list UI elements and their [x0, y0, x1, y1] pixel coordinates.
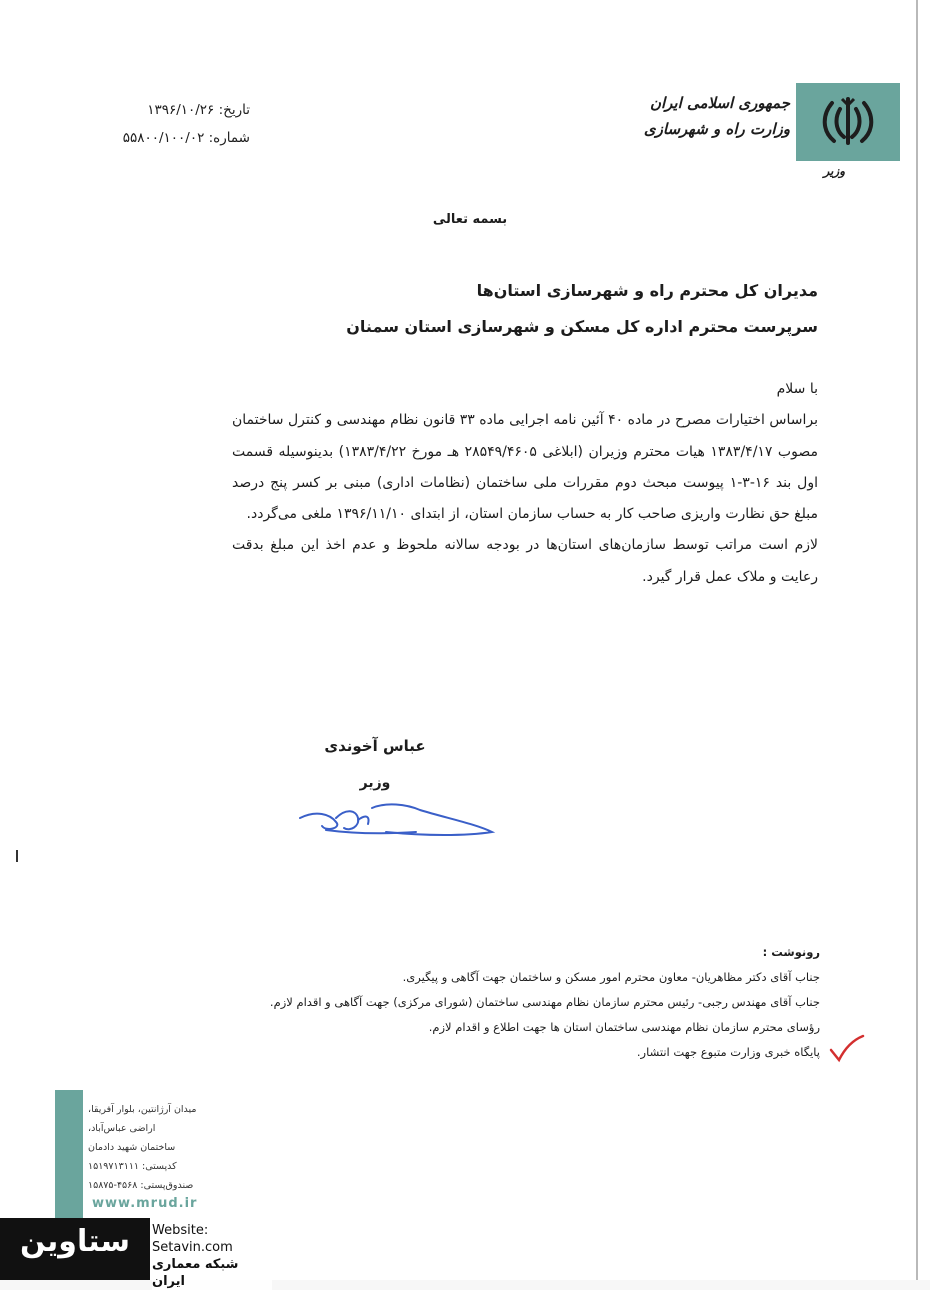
- cc-item: پایگاه خبری وزارت متبوع جهت انتشار.: [636, 1045, 820, 1059]
- cc-list: [200, 940, 820, 1065]
- bismillah: بسمه تعالی: [432, 212, 508, 227]
- footer-website[interactable]: www.mrud.ir: [92, 1196, 198, 1211]
- punch-mark: [16, 850, 18, 862]
- watermark-line-2[interactable]: Setavin.com: [152, 1240, 233, 1255]
- paragraph-2: لازم است مراتب توسط سازمان‌های استان‌ها در بودجه سالانه ملحوظ و عدم اخذ این مبلغ بدقت رعایت و ملاک عمل قرار گیرد.: [232, 537, 818, 585]
- letter-number: شماره: ۵۵۸۰۰/۱۰۰/۰۲: [122, 130, 250, 146]
- cc-item: جناب آقای مهندس رجبی- رئیس محترم سازمان نظام مهندسی ساختمان (شورای مرکزی) جهت آگاهی و اقدام لازم.: [269, 995, 820, 1009]
- watermark-line-1: Website:: [152, 1223, 209, 1238]
- minister-tag: وزیر: [823, 164, 845, 178]
- org-name: [640, 90, 790, 142]
- postal-code: کدپستی: ۱۵۱۹۷۱۳۱۱۱: [88, 1161, 177, 1172]
- addressee: [300, 273, 818, 345]
- signatory-title: وزیر: [359, 775, 391, 791]
- cc-title: رونوشت :: [762, 945, 820, 959]
- address-line-1: میدان آرژانتین، بلوار آفریقا،: [88, 1104, 197, 1115]
- cc-item: رؤسای محترم سازمان نظام مهندسی ساختمان استان ها جهت اطلاع و اقدام لازم.: [428, 1020, 820, 1034]
- addressee-line-2: سرپرست محترم اداره کل مسکن و شهرسازی استان سمنان: [346, 317, 818, 336]
- watermark-line-3: شبکه معماری ایران: [152, 1257, 239, 1289]
- addressee-line-1: مدیران کل محترم راه و شهرسازی استان‌ها: [476, 281, 818, 300]
- org-line-1: جمهوری اسلامی ایران: [649, 94, 790, 112]
- emblem-box: [796, 83, 900, 161]
- signatory-name: عباس آخوندی: [324, 737, 426, 755]
- greeting: با سلام: [776, 381, 818, 397]
- address-line-2: اراضی عباس‌آباد،: [88, 1123, 156, 1134]
- letter-date: تاریخ: ۱۳۹۶/۱۰/۲۶: [147, 102, 250, 118]
- org-line-2: وزارت راه و شهرسازی: [643, 120, 790, 138]
- check-mark-icon: [829, 1034, 865, 1064]
- address-line-3: ساختمان شهید دادمان: [88, 1142, 176, 1153]
- cc-item: جناب آقای دکتر مظاهریان- معاون محترم امور مسکن و ساختمان جهت آگاهی و پیگیری.: [402, 970, 820, 984]
- footer-address: [88, 1100, 208, 1195]
- letter-body: [232, 374, 818, 593]
- paragraph-1: براساس اختیارات مصرح در ماده ۴۰ آئین نامه اجرایی ماده ۳۳ قانون نظام مهندسی و کنترل ساختمان مصوب ۱۳۸۳/۴/۱۷ هیات محترم وزیران (ابلاغی ۲۸۵۴۹/۴۶۰۵ هـ مورخ ۱۳۸۳/۴/۲۲) بدینوسیله قسمت اول بند ۱۶-۳-۱ پیوست مبحث دوم مقررات ملی ساختمان (نظامات اداری) مبنی بر کسر پنج درصد مبلغ حق نظارت واریزی صاحب کار به حساب سازمان استان، از ابتدای ۱۳۹۶/۱۱/۱۰ ملغی می‌گردد.: [232, 412, 818, 523]
- letter-meta: [60, 96, 250, 152]
- handwritten-signature: [296, 788, 501, 848]
- page-edge: [916, 0, 918, 1280]
- po-box: صندوق‌پستی: ۴۵۶۸-۱۵۸۷۵: [88, 1180, 194, 1191]
- iran-emblem-icon: [818, 91, 878, 151]
- watermark-logo: ستاوین: [20, 1224, 130, 1259]
